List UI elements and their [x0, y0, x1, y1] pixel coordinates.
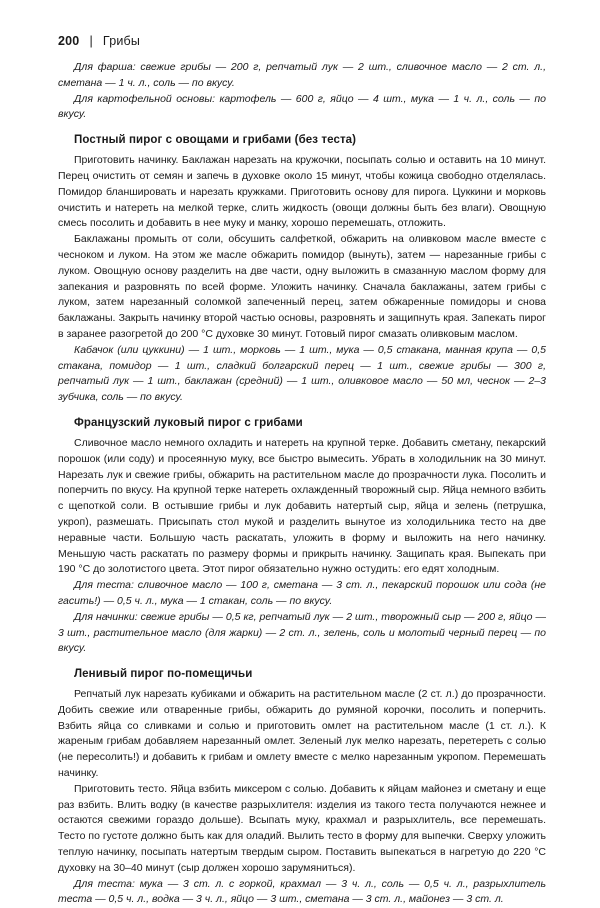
section-title: Грибы [102, 34, 141, 48]
recipe2-paragraph-1: Сливочное масло немного охладить и натереть на крупной терке. Добавить сметану, пекарский порошок (или соду) и просеянную муку, все быстро вымесить. Убрать в холодильник на 30 минут. Нарезать лук и свежие грибы, обжарить на растительном масле до прозрачности лука. Посолить и поперчить по вкусу. На крупной терке натереть охлажденный творожный сыр. Яйца немного взбить с щепоткой соли. В остывшие грибы и лук добавить натертый сыр, яйца и зелень (петрушка, укроп), размешать. Присыпать стол мукой и разделить вынутое из холодильника тесто на две неравные части. Большую часть раскатать, уложить в форму и выложить на него начинку. Меньшую часть раскатать по размеру формы и прикрыть начинку. Защипать края. Выпекать при 190 °С до золотистого цвета. Этот пирог обязательно нужно остудить: его едят холодным. [58, 436, 546, 576]
intro-potato-base-ingredients: Для картофельной основы: картофель — 600 г, яйцо — 4 шт., мука — 1 ч. л., соль — по вкусу. [58, 92, 546, 121]
recipe1-paragraph-2: Баклажаны промыть от соли, обсушить салфеткой, обжарить на оливковом масле вместе с чесноком и луком. На этом же масле обжарить помидор (вынуть), затем — нарезанные грибы с луком. Овощную основу разделить на две части, одну выложить в смазанную маслом форму для запекания и разровнять по всей форме. Уложить начинку. Сначала баклажаны, затем грибы с луком, затем нарезанный соломкой запеченный перец, затем обжаренные помидоры и снова баклажаны. Закрыть начинку второй частью основы, разровнять и защипнуть края. Запекать пирог в заранее разогретой до 200 °С духовке 30 минут. Готовый пирог смазать оливковым маслом. [58, 233, 546, 340]
recipe1-paragraph-1: Приготовить начинку. Баклажан нарезать на кружочки, посыпать солью и оставить на 10 минут. Перец очистить от семян и запечь в духовке около 15 минут, чтобы кожица свободно отделялась. Помидор бланшировать и нарезать кружками. Приготовить основу для пирога. Цуккини и морковь очистить и натереть на мелкой терке, слить жидкость (овощи должны быть без влаги). Овощную смесь посолить и добавить в нее муку и манку, хорошо перемешать, отложить. [58, 154, 546, 230]
recipe2-title: Французский луковый пирог с грибами [74, 416, 303, 429]
recipe3-paragraph-1: Репчатый лук нарезать кубиками и обжарить на растительном масле (2 ст. л.) до прозрачности. Добить свежие или отваренные грибы, обжарить до румяной корочки, посолить и поперчить. Взбить яйца со сливками и солью и приготовить омлет на растительном масле (1 ст. л.). К жареным грибам добавляем нарезанный омлет. Зеленый лук мелко нарезать, перетереть с солью (не пересолить!) и добавить к грибам и омлету вместе с мелко нарезанным укропом. Перемешать начинку. [58, 688, 546, 780]
recipe2-dough-ingredients: Для теста: сливочное масло — 100 г, сметана — 3 ст. л., пекарский порошок или сода (не гасить!) — 0,5 ч. л., мука — 1 стакан, соль — по вкусу. [58, 579, 546, 607]
recipe2-filling-ingredients: Для начинки: свежие грибы — 0,5 кг, репчатый лук — 2 шт., творожный сыр — 200 г, яйцо — 3 шт., растительное масло (для жарки) — 2 ст. л., зелень, соль и молотый черный перец — по вкусу. [58, 610, 546, 655]
recipe1-title: Постный пирог с овощами и грибами (без теста) [74, 134, 357, 147]
intro-filling-ingredients: Для фарша: свежие грибы — 200 г, репчатый лук — 2 шт., сливочное масло — 2 ст. л., сметана — 1 ч. л., соль — по вкусу. [58, 61, 546, 89]
recipe3-dough-ingredients: Для теста: мука — 3 ст. л. с горкой, крахмал — 3 ч. л., соль — 0,5 ч. л., разрыхлитель теста — 0,5 ч. л., водка — 3 ч. л., яйцо — 3 шт., сметана — 3 ст. л., майонез — 3 ст. л. [58, 877, 546, 906]
recipe1-ingredients: Кабачок (или цуккини) — 1 шт., морковь — 1 шт., мука — 0,5 стакана, манная крупа — 0,5 стакана, помидор — 1 шт., сладкий болгарский перец — 1 шт., свежие грибы — 300 г, репчатый лук — 1 шт., баклажан (средний) — 1 шт., оливковое масло — 50 мл, чеснок — 2–3 зубчика, соль — по вкусу. [58, 343, 546, 404]
recipe3-paragraph-2: Приготовить тесто. Яйца взбить миксером с солью. Добавить к яйцам майонез и сметану и еще раз взбить. Влить водку (в качестве разрыхлителя: изделия из такого теста получаются нежнее и остаются свежими гораздо дольше). Всыпать муку, крахмал и разрыхлитель, все перемешать. Тесто по густоте должно быть как для оладий. Вылить тесто в форму для выпечки. Сверху уложить теплую начинку, посыпать натертым твердым сыром. Поставить выпекаться в нагретую до 220 °С духовку на 30–40 минут (сыр должен хорошо зарумяниться). [58, 782, 546, 874]
page-number: 200 [58, 34, 80, 48]
page-content [58, 60, 546, 908]
header-separator: | [89, 34, 93, 48]
running-header [58, 34, 560, 48]
recipe3-title: Ленивый пирог по-помещичьи [74, 668, 253, 681]
